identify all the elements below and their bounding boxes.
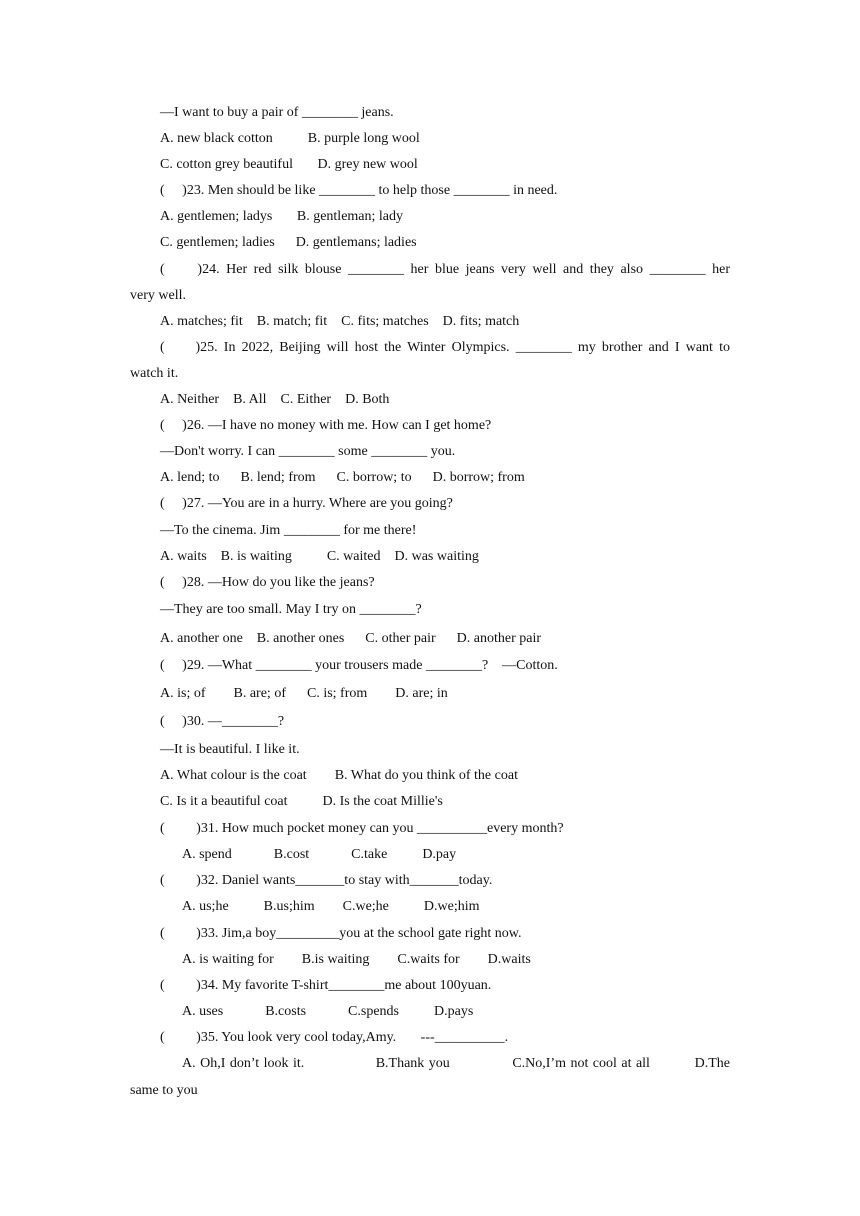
q25-stem: ( )25. In 2022, Beijing will host the Winter Olympics. ________ my brother and I want to: [160, 340, 730, 355]
q24-stem-cont: very well.: [130, 288, 186, 303]
q29-options: A. is; of B. are; of C. is; from D. are; in: [160, 686, 448, 701]
q23-stem: ( )23. Men should be like ________ to help those ________ in need.: [160, 183, 558, 198]
q24-stem: ( )24. Her red silk blouse ________ her blue jeans very well and they also ________ her: [160, 262, 730, 277]
q27-options: A. waits B. is waiting C. waited D. was waiting: [160, 549, 479, 564]
q32-options: A. us;he B.us;him C.we;he D.we;him: [182, 899, 480, 914]
q32-stem: ( )32. Daniel wants_______to stay with_______today.: [160, 873, 493, 888]
q31-options: A. spend B.cost C.take D.pay: [182, 847, 457, 862]
q27-stem: ( )27. —You are in a hurry. Where are you going?: [160, 496, 453, 511]
q28-stem: ( )28. —How do you like the jeans?: [160, 575, 375, 590]
q23-options-ab: A. gentlemen; ladys B. gentleman; lady: [160, 209, 404, 224]
q33-options: A. is waiting for B.is waiting C.waits for D.waits: [182, 952, 531, 967]
q30-options-ab: A. What colour is the coat B. What do you think of the coat: [160, 768, 518, 783]
q34-options: A. uses B.costs C.spends D.pays: [182, 1004, 474, 1019]
q28-reply: —They are too small. May I try on ________?: [160, 602, 422, 617]
q30-stem: ( )30. —________?: [160, 714, 285, 729]
q26-reply: —Don't worry. I can ________ some ________ you.: [160, 444, 456, 459]
q35-options: A. Oh,I don’t look it. B.Thank you C.No,I’m not cool at all D.The: [182, 1056, 730, 1071]
q22-options-cd: C. cotton grey beautiful D. grey new wool: [160, 157, 418, 172]
q29-stem: ( )29. —What ________ your trousers made ________? —Cotton.: [160, 658, 558, 673]
q25-options: A. Neither B. All C. Either D. Both: [160, 392, 390, 407]
q35-options-cont: same to you: [130, 1083, 198, 1098]
q33-stem: ( )33. Jim,a boy_________you at the school gate right now.: [160, 926, 522, 941]
q23-options-cd: C. gentlemen; ladies D. gentlemans; ladies: [160, 235, 417, 250]
q25-stem-cont: watch it.: [130, 366, 179, 381]
q35-stem: ( )35. You look very cool today,Amy. ---__________.: [160, 1030, 509, 1045]
q22-stem: —I want to buy a pair of ________ jeans.: [160, 105, 394, 120]
q22-options-ab: A. new black cotton B. purple long wool: [160, 131, 420, 146]
q30-options-cd: C. Is it a beautiful coat D. Is the coat Millie's: [160, 794, 443, 809]
q30-reply: —It is beautiful. I like it.: [160, 742, 300, 757]
q31-stem: ( )31. How much pocket money can you __________every month?: [160, 821, 564, 836]
q27-reply: —To the cinema. Jim ________ for me there!: [160, 523, 417, 538]
q28-options: A. another one B. another ones C. other pair D. another pair: [160, 631, 542, 646]
q26-options: A. lend; to B. lend; from C. borrow; to D. borrow; from: [160, 470, 525, 485]
q34-stem: ( )34. My favorite T-shirt________me about 100yuan.: [160, 978, 492, 993]
q24-options: A. matches; fit B. match; fit C. fits; matches D. fits; match: [160, 314, 520, 329]
q26-stem: ( )26. —I have no money with me. How can I get home?: [160, 418, 492, 433]
